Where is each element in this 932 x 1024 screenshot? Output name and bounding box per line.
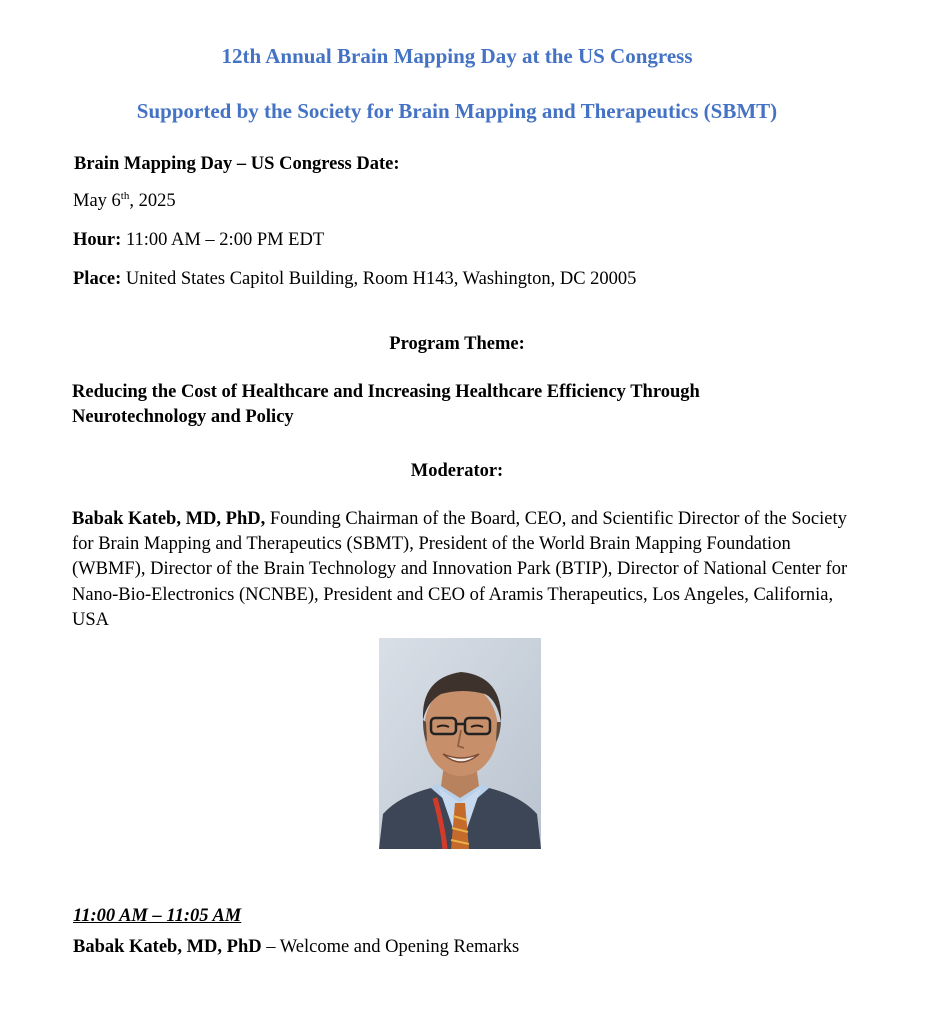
- place-value: United States Capitol Building, Room H143, Washington, DC 20005: [121, 269, 637, 289]
- date-suffix: th: [120, 189, 130, 202]
- hour-label: Hour:: [73, 230, 122, 250]
- moderator-heading: Moderator:: [410, 461, 504, 481]
- schedule-speaker: Babak Kateb, MD, PhD: [73, 937, 262, 957]
- page-subtitle: Supported by the Society for Brain Mapping and Therapeutics (SBMT): [136, 99, 778, 123]
- theme-heading: Program Theme:: [389, 334, 525, 354]
- moderator-portrait-image: [379, 638, 541, 849]
- moderator-bio-text: Founding Chairman of the Board, CEO, and Scientific Director of the Society for Brain Mapping and Therapeutics (SBMT), President of the World Brain Mapping Foundation (WBMF), Director of the Brain Technology and Innovation Park (BTIP), Director of National Center for Nano-Bio-Electronics (NCNBE), President and CEO of Aramis Therapeutics, Los Angeles, California, USA: [72, 509, 848, 630]
- moderator-photo: [379, 638, 541, 849]
- event-hour: [73, 230, 324, 251]
- moderator-bio: [72, 507, 852, 633]
- schedule-item: [73, 937, 519, 958]
- schedule-time: 11:00 AM – 11:05 AM: [73, 906, 242, 926]
- event-date: [73, 191, 176, 212]
- date-label: Brain Mapping Day – US Congress Date:: [74, 154, 400, 174]
- event-place: [73, 269, 636, 290]
- theme-text: Reducing the Cost of Healthcare and Increasing Healthcare Efficiency Through Neurotechnology and Policy: [72, 382, 700, 428]
- moderator-name: Babak Kateb, MD, PhD,: [72, 509, 266, 529]
- schedule-description: – Welcome and Opening Remarks: [261, 937, 520, 957]
- date-month-day: May 6: [73, 191, 121, 211]
- hour-value: 11:00 AM – 2:00 PM EDT: [121, 230, 325, 250]
- page-title: 12th Annual Brain Mapping Day at the US Congress: [221, 44, 693, 68]
- place-label: Place:: [73, 269, 122, 289]
- date-year: , 2025: [129, 191, 176, 211]
